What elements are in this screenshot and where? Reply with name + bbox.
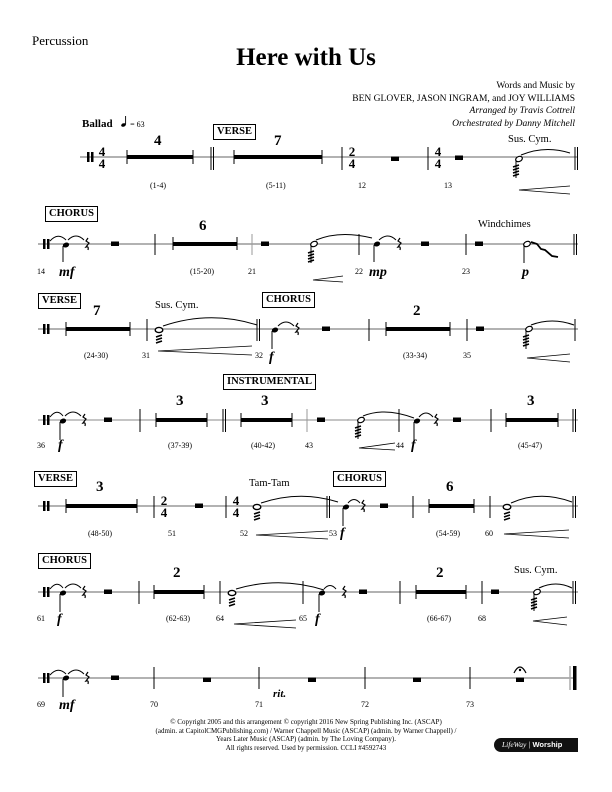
multirest-range: (37-39) [168,441,192,450]
svg-text:4: 4 [434,156,442,171]
measure-number: 13 [444,181,452,190]
rehearsal-verse-1: VERSE [213,124,256,140]
measure-number: 61 [37,614,45,623]
multirest-count: 7 [93,303,101,319]
multirest-count: 2 [436,565,444,581]
svg-text:4: 4 [98,144,106,159]
measure-number: 44 [396,441,404,450]
measure-number: 36 [37,441,45,450]
copyright-line: All rights reserved. Used by permission. CCLI #4592743 [225,743,387,752]
multirest-range: (24-30) [84,351,108,360]
tempo-label: Ballad [82,118,113,130]
measure-number: 22 [355,267,363,276]
multirest-range: (33-34) [403,351,427,360]
words-music-label: Words and Music by [496,81,575,91]
multirest-count: 2 [413,303,421,319]
multirest-count: 6 [199,218,207,234]
rehearsal-chorus-4: CHORUS [38,553,91,569]
dynamic-mark: f [57,612,62,627]
copyright-line: Years Later Music (ASCAP) (admin. by The Loving Company). [216,735,396,743]
instrument-label: Sus. Cym. [508,134,552,145]
rehearsal-chorus-3: CHORUS [333,471,386,487]
multirest-count: 3 [176,393,184,409]
measure-number: 35 [463,351,471,360]
dynamic-mark: p [522,265,529,280]
dynamic-mark: mf [59,265,75,280]
multirest-range: (5-11) [266,181,286,190]
logo-brand: LifeWay [502,740,527,749]
instrument-label: Windchimes [478,219,531,230]
multirest-count: 6 [446,479,454,495]
logo-sub: Worship [532,740,563,749]
copyright-line: © Copyright 2005 and this arrangement © copyright 2016 New Spring Publishing Inc. (ASCAP) [170,718,442,726]
svg-text:4: 4 [232,505,240,520]
dynamic-mark: f [315,612,320,627]
measure-number: 71 [255,700,263,709]
svg-text:4: 4 [160,505,168,520]
measure-number: 69 [37,700,45,709]
measure-number: 68 [478,614,486,623]
multirest-range: (40-42) [251,441,275,450]
measure-number: 73 [466,700,474,709]
multirest-count: 2 [173,565,181,581]
svg-text:4: 4 [348,156,356,171]
rehearsal-chorus-2: CHORUS [262,292,315,308]
svg-text:2: 2 [348,144,356,159]
multirest-count: 3 [261,393,269,409]
measure-number: 51 [168,529,176,538]
multirest-range: (48-50) [88,529,112,538]
measure-number: 64 [216,614,224,623]
measure-number: 72 [361,700,369,709]
multirest-range: (1-4) [150,181,166,190]
multirest-range: (62-63) [166,614,190,623]
multirest-range: (54-59) [436,529,460,538]
instrument-label: Sus. Cym. [514,565,558,576]
measure-number: 53 [329,529,337,538]
multirest-count: 7 [274,133,282,149]
rehearsal-instrumental: INSTRUMENTAL [223,374,316,390]
svg-text:4: 4 [434,144,442,159]
instrument-label: Sus. Cym. [155,300,199,311]
dynamic-mark: mp [369,265,387,280]
rehearsal-verse-3: VERSE [34,471,77,487]
measure-number: 32 [255,351,263,360]
measure-number: 31 [142,351,150,360]
measure-number: 21 [248,267,256,276]
orchestrator: Orchestrated by Danny Mitchell [452,118,575,129]
rehearsal-verse-2: VERSE [38,293,81,309]
measure-number: 60 [485,529,493,538]
svg-text:4: 4 [98,156,106,171]
measure-number: 14 [37,267,45,276]
multirest-count: 3 [96,479,104,495]
part-name: Percussion [32,33,89,48]
multirest-range: (66-67) [427,614,451,623]
arranger: Arranged by Travis Cottrell [469,106,575,116]
dynamic-mark: f [58,438,63,453]
measure-number: 52 [240,529,248,538]
measure-number: 43 [305,441,313,450]
multirest-range: (15-20) [190,267,214,276]
svg-text:2: 2 [160,493,168,508]
measure-number: 12 [358,181,366,190]
dynamic-mark: f [269,350,274,365]
tempo-bpm: = 63 [130,120,145,129]
svg-text:4: 4 [232,493,240,508]
measure-number: 65 [299,614,307,623]
rehearsal-chorus-1: CHORUS [45,206,98,222]
song-title: Here with Us [236,44,376,71]
multirest-count: 3 [527,393,535,409]
measure-number: 70 [150,700,158,709]
multirest-range: (45-47) [518,441,542,450]
multirest-count: 4 [154,133,162,149]
dynamic-mark: f [411,438,416,453]
composers: BEN GLOVER, JASON INGRAM, and JOY WILLIAMS [352,93,575,104]
dynamic-mark: f [340,526,345,541]
copyright-line: (admin. at CapitolCMGPublishing.com) / Warner Chappell Music (ASCAP) (admin. by Warner Chappell) / [155,726,457,735]
instrument-label: Tam-Tam [249,478,290,489]
publisher-logo: LifeWay | Worship [494,738,578,752]
ritardando-mark: rit. [273,688,287,700]
dynamic-mark: mf [59,698,75,713]
measure-number: 23 [462,267,470,276]
